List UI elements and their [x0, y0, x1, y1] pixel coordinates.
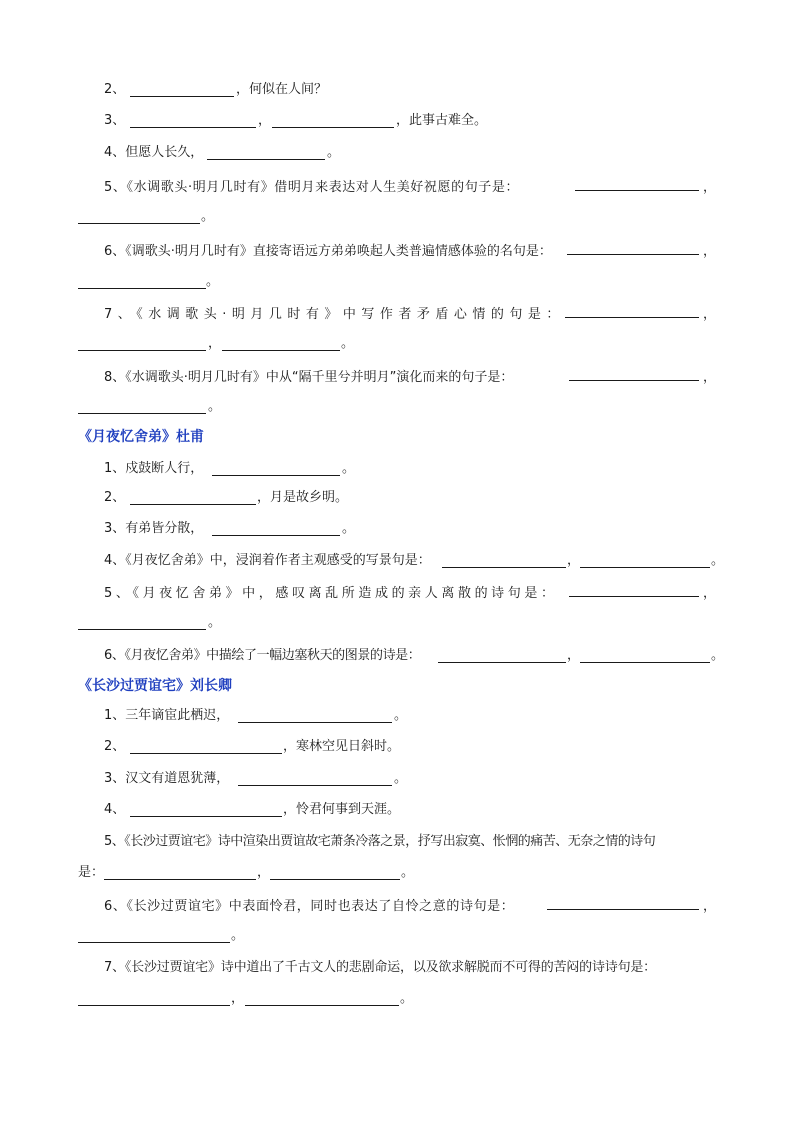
s2-q6-blank-2[interactable]: [580, 649, 710, 663]
s1-q6-end: 。: [206, 274, 220, 289]
s1-q6-blank-1[interactable]: [567, 241, 699, 255]
s1-q2-tail: ，何似在人间？: [236, 82, 328, 97]
s1-q7-blank-2[interactable]: [78, 337, 206, 351]
s1-q5-comma: ，: [702, 180, 716, 195]
s3-q4-num: 4、: [104, 802, 126, 817]
s2-q1-blank[interactable]: [212, 462, 340, 476]
s3-q6-comma: ，: [702, 899, 716, 914]
s1-q3-tail: ，此事古难全。: [396, 113, 488, 128]
s1-q4-blank[interactable]: [207, 146, 325, 160]
s3-q7-blank-2[interactable]: [245, 992, 399, 1006]
s3-q5-comma: ，: [257, 865, 271, 880]
s3-q2-tail: ，寒林空见日斜时。: [283, 739, 401, 754]
s2-q5-end: 。: [208, 615, 222, 630]
s3-q3-blank[interactable]: [238, 772, 392, 786]
s2-q5-text: 5、《月夜忆舍弟》中，感叹离乱所造成的亲人离散的诗句是：: [104, 586, 558, 601]
s3-q6-blank-2[interactable]: [78, 929, 230, 943]
s2-q5-comma: ，: [702, 586, 716, 601]
s2-q5-blank-2[interactable]: [78, 616, 206, 630]
s1-q2-num: 2、: [104, 82, 126, 97]
s1-q7-text: 7、《水调歌头·明月几时有》中写作者矛盾心情的句是：: [104, 307, 565, 322]
s3-q5-blank-2[interactable]: [270, 866, 400, 880]
s2-q1-text: 1、戍鼓断人行，: [104, 461, 204, 476]
s1-q3-mid: ，: [258, 113, 272, 128]
s3-q6-end: 。: [231, 928, 245, 943]
s1-q7-blank-1[interactable]: [565, 304, 699, 318]
s1-q7-end: 。: [341, 336, 355, 351]
s1-q4-tail: 。: [327, 145, 341, 160]
s3-q5-blank-1[interactable]: [104, 866, 256, 880]
s3-q7-comma: ，: [231, 991, 245, 1006]
s2-q4-blank-2[interactable]: [580, 554, 710, 568]
s2-q2-tail: ，月是故乡明。: [257, 490, 349, 505]
s1-q7-comma2: ，: [208, 336, 222, 351]
s1-q3-num: 3、: [104, 113, 126, 128]
s3-q4-blank[interactable]: [130, 803, 282, 817]
s3-q2-blank[interactable]: [130, 740, 282, 754]
s2-q4-blank-1[interactable]: [442, 554, 566, 568]
s2-q3-end: 。: [342, 521, 356, 536]
s3-q2-num: 2、: [104, 739, 126, 754]
s2-q3-blank[interactable]: [212, 522, 340, 536]
s1-q6-blank-2[interactable]: [78, 275, 206, 289]
s1-q8-text: 8、《水调歌头·明月几时有》中从“隔千里兮并明月”演化而来的句子是：: [104, 370, 514, 385]
s2-q1-end: 。: [342, 461, 356, 476]
s1-q8-blank-1[interactable]: [569, 367, 699, 381]
s2-q5-blank-1[interactable]: [569, 583, 699, 597]
s3-q6-blank-1[interactable]: [547, 896, 699, 910]
s3-q3-text: 3、汉文有道恩犹薄，: [104, 771, 230, 786]
s2-q4-text: 4、《月夜忆舍弟》中，浸润着作者主观感受的写景句是：: [104, 553, 431, 568]
s2-q6-text: 6、《月夜忆舍弟》中描绘了一幅边塞秋天的图景的诗是：: [104, 648, 421, 663]
s1-q5-blank-1[interactable]: [575, 177, 699, 191]
s3-q1-blank[interactable]: [238, 709, 392, 723]
s1-q5-blank-2[interactable]: [78, 210, 200, 224]
s1-q8-end: 。: [208, 399, 222, 414]
s1-q2-blank[interactable]: [130, 83, 234, 97]
s1-q6-comma: ，: [702, 244, 716, 259]
s3-q5-text: 5、《长沙过贾谊宅》诗中渲染出贾谊故宅萧条冷落之景，抒写出寂寞、怅惘的痛苦、无奈之情的诗句: [104, 834, 656, 849]
section-title-changsha: 《长沙过贾谊宅》刘长卿: [78, 678, 232, 694]
s2-q3-text: 3、有弟皆分散，: [104, 521, 204, 536]
s3-q7-end: 。: [400, 991, 414, 1006]
s2-q2-num: 2、: [104, 490, 126, 505]
s3-q7-blank-1[interactable]: [78, 992, 230, 1006]
s1-q3-blank-2[interactable]: [272, 114, 394, 128]
s1-q7-comma: ，: [702, 307, 716, 322]
section-title-yueye: 《月夜忆舍弟》杜甫: [78, 429, 204, 445]
s1-q6-text: 6、《调歌头·明月几时有》直接寄语远方弟弟唤起人类普遍情感体验的名句是：: [104, 244, 552, 259]
s1-q8-blank-2[interactable]: [78, 400, 206, 414]
s2-q2-blank[interactable]: [130, 491, 256, 505]
s3-q7-text: 7、《长沙过贾谊宅》诗中道出了千古文人的悲剧命运，以及欲求解脱而不可得的苦闷的诗诗句是：: [104, 960, 656, 975]
s1-q7-blank-3[interactable]: [222, 337, 340, 351]
s2-q4-end: 。: [711, 553, 725, 568]
s1-q4-num: 4、但愿人长久，: [104, 145, 204, 160]
s3-q1-text: 1、三年谪宦此栖迟，: [104, 708, 230, 723]
s1-q5-end: 。: [201, 209, 215, 224]
s3-q1-end: 。: [394, 708, 408, 723]
s1-q5-text: 5、《水调歌头·明月几时有》借明月来表达对人生美好祝愿的句子是：: [104, 180, 520, 195]
s3-q5-lead: 是：: [78, 865, 105, 880]
s3-q4-tail: ，怜君何事到天涯。: [283, 802, 401, 817]
s2-q6-end: 。: [711, 648, 725, 663]
s3-q5-end: 。: [401, 865, 415, 880]
s1-q8-comma: ，: [702, 370, 716, 385]
s1-q3-blank-1[interactable]: [130, 114, 256, 128]
s2-q4-comma: ，: [567, 553, 581, 568]
s2-q6-comma: ，: [567, 648, 581, 663]
s2-q6-blank-1[interactable]: [438, 649, 566, 663]
s3-q3-end: 。: [394, 771, 408, 786]
s3-q6-text: 6、《长沙过贾谊宅》中表面怜君，同时也表达了自怜之意的诗句是：: [104, 899, 515, 914]
